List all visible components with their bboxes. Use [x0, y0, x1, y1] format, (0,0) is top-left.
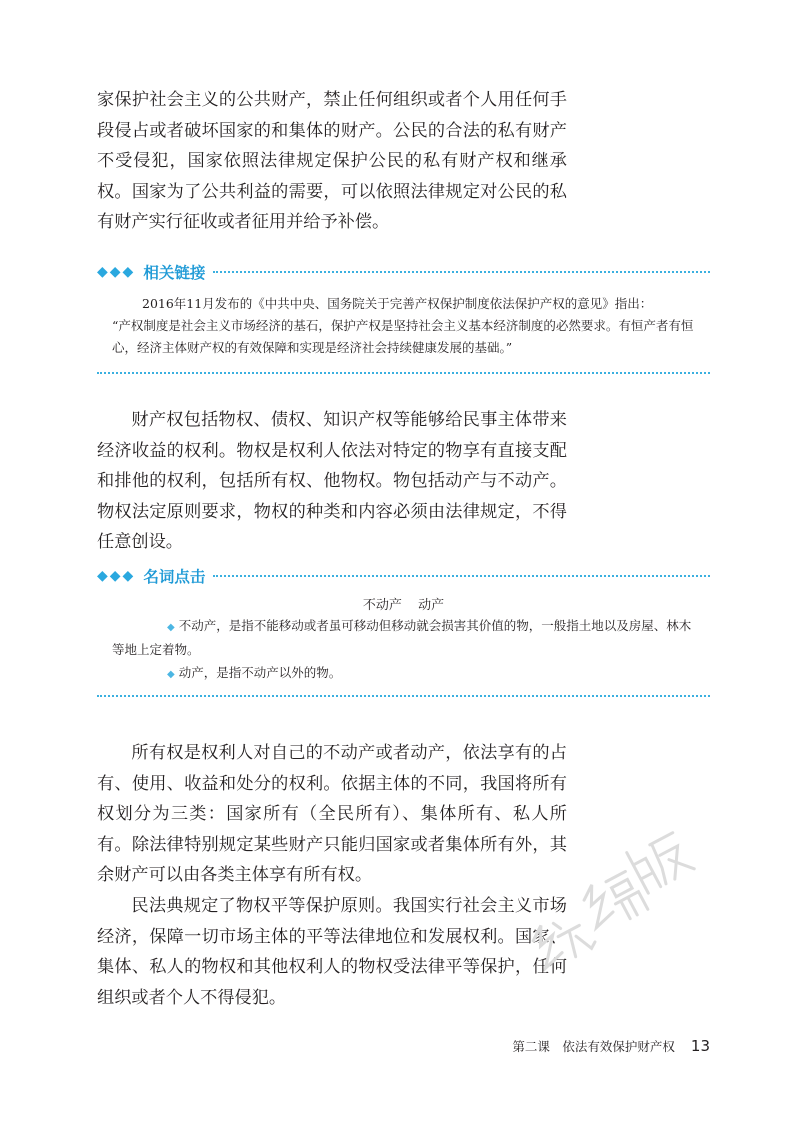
watermark-seal [505, 820, 725, 1020]
dotted-divider [213, 575, 710, 577]
dotted-divider [213, 271, 710, 273]
page-footer [480, 1037, 710, 1059]
dotted-divider [97, 695, 710, 697]
body-paragraph-2-text: 财产权包括物权、债权、知识产权等能够给民事主体带来经济收益的权利。物权是权利人依法对特定的物享有直接支配和排他的权利，包括所有权、他物权。物包括动产与不动产。物权法定原则要求，物权的种类和内容必须由法律规定，不得任意创设。 [97, 410, 567, 553]
page-number: 13 [690, 1037, 710, 1055]
diamond-bullets-icon: ◆◆◆ [97, 264, 136, 280]
term-1: 不动产 [362, 598, 402, 613]
diamond-bullet-icon: ◆ [167, 669, 175, 680]
related-link-line-2: “产权制度是社会主义市场经济的基石，保护产权是坚持社会主义基本经济制度的必然要求。有恒产者有恒心，经济主体财产权的有效保障和实现是经济社会持续健康发展的基础。” [112, 318, 694, 355]
body-paragraph-2 [97, 405, 567, 558]
term-heading [97, 594, 710, 613]
related-link-line-1: 2016年11月发布的《中共中央、国务院关于完善产权保护制度依法保护产权的意见》指出： [142, 296, 653, 311]
term-definition-1-text: 不动产，是指不能移动或者虽可移动但移动就会损害其价值的物，一般指土地以及房屋、林木等地上定着物。 [112, 618, 692, 657]
body-paragraph-4-text: 民法典规定了物权平等保护原则。我国实行社会主义市场经济，保障一切市场主体的平等法律地位和发展权利。国家、集体、私人的物权和其他权利人的物权受法律平等保护，任何组织或者个人不得侵犯。 [97, 895, 567, 1008]
watermark-icon [505, 820, 725, 1020]
term-box-body [112, 615, 702, 686]
term-definition-2-text: 动产，是指不动产以外的物。 [178, 665, 342, 680]
term-2: 动产 [418, 598, 445, 613]
body-paragraph-3-text: 所有权是权利人对自己的不动产或者动产，依法享有的占有、使用、收益和处分的权利。依据主体的不同，我国将所有权划分为三类：国家所有（全民所有）、集体所有、私人所有。除法律特别规定某些财产只能归国家或者集体所有外，其余财产可以由各类主体享有所有权。 [97, 743, 567, 886]
chapter-title: 第二课 依法有效保护财产权 [512, 1039, 675, 1054]
term-box-title: 名词点击 [143, 568, 206, 586]
dotted-divider [97, 372, 710, 374]
related-link-body [112, 293, 702, 359]
term-definition-1 [112, 615, 702, 661]
term-box-header [97, 564, 710, 588]
diamond-bullet-icon: ◆ [167, 622, 175, 633]
diamond-bullets-icon: ◆◆◆ [97, 568, 136, 584]
related-link-title: 相关链接 [143, 264, 206, 282]
body-paragraph-3 [97, 738, 567, 1013]
related-link-header [97, 260, 710, 284]
term-definition-2 [112, 662, 702, 686]
body-paragraph-1: 家保护社会主义的公共财产，禁止任何组织或者个人用任何手段侵占或者破坏国家的和集体的财产。公民的合法的私有财产不受侵犯，国家依照法律规定保护公民的私有财产权和继承权。国家为了公共利益的需要，可以依照法律规定对公民的私有财产实行征收或者征用并给予补偿。 [97, 90, 567, 233]
